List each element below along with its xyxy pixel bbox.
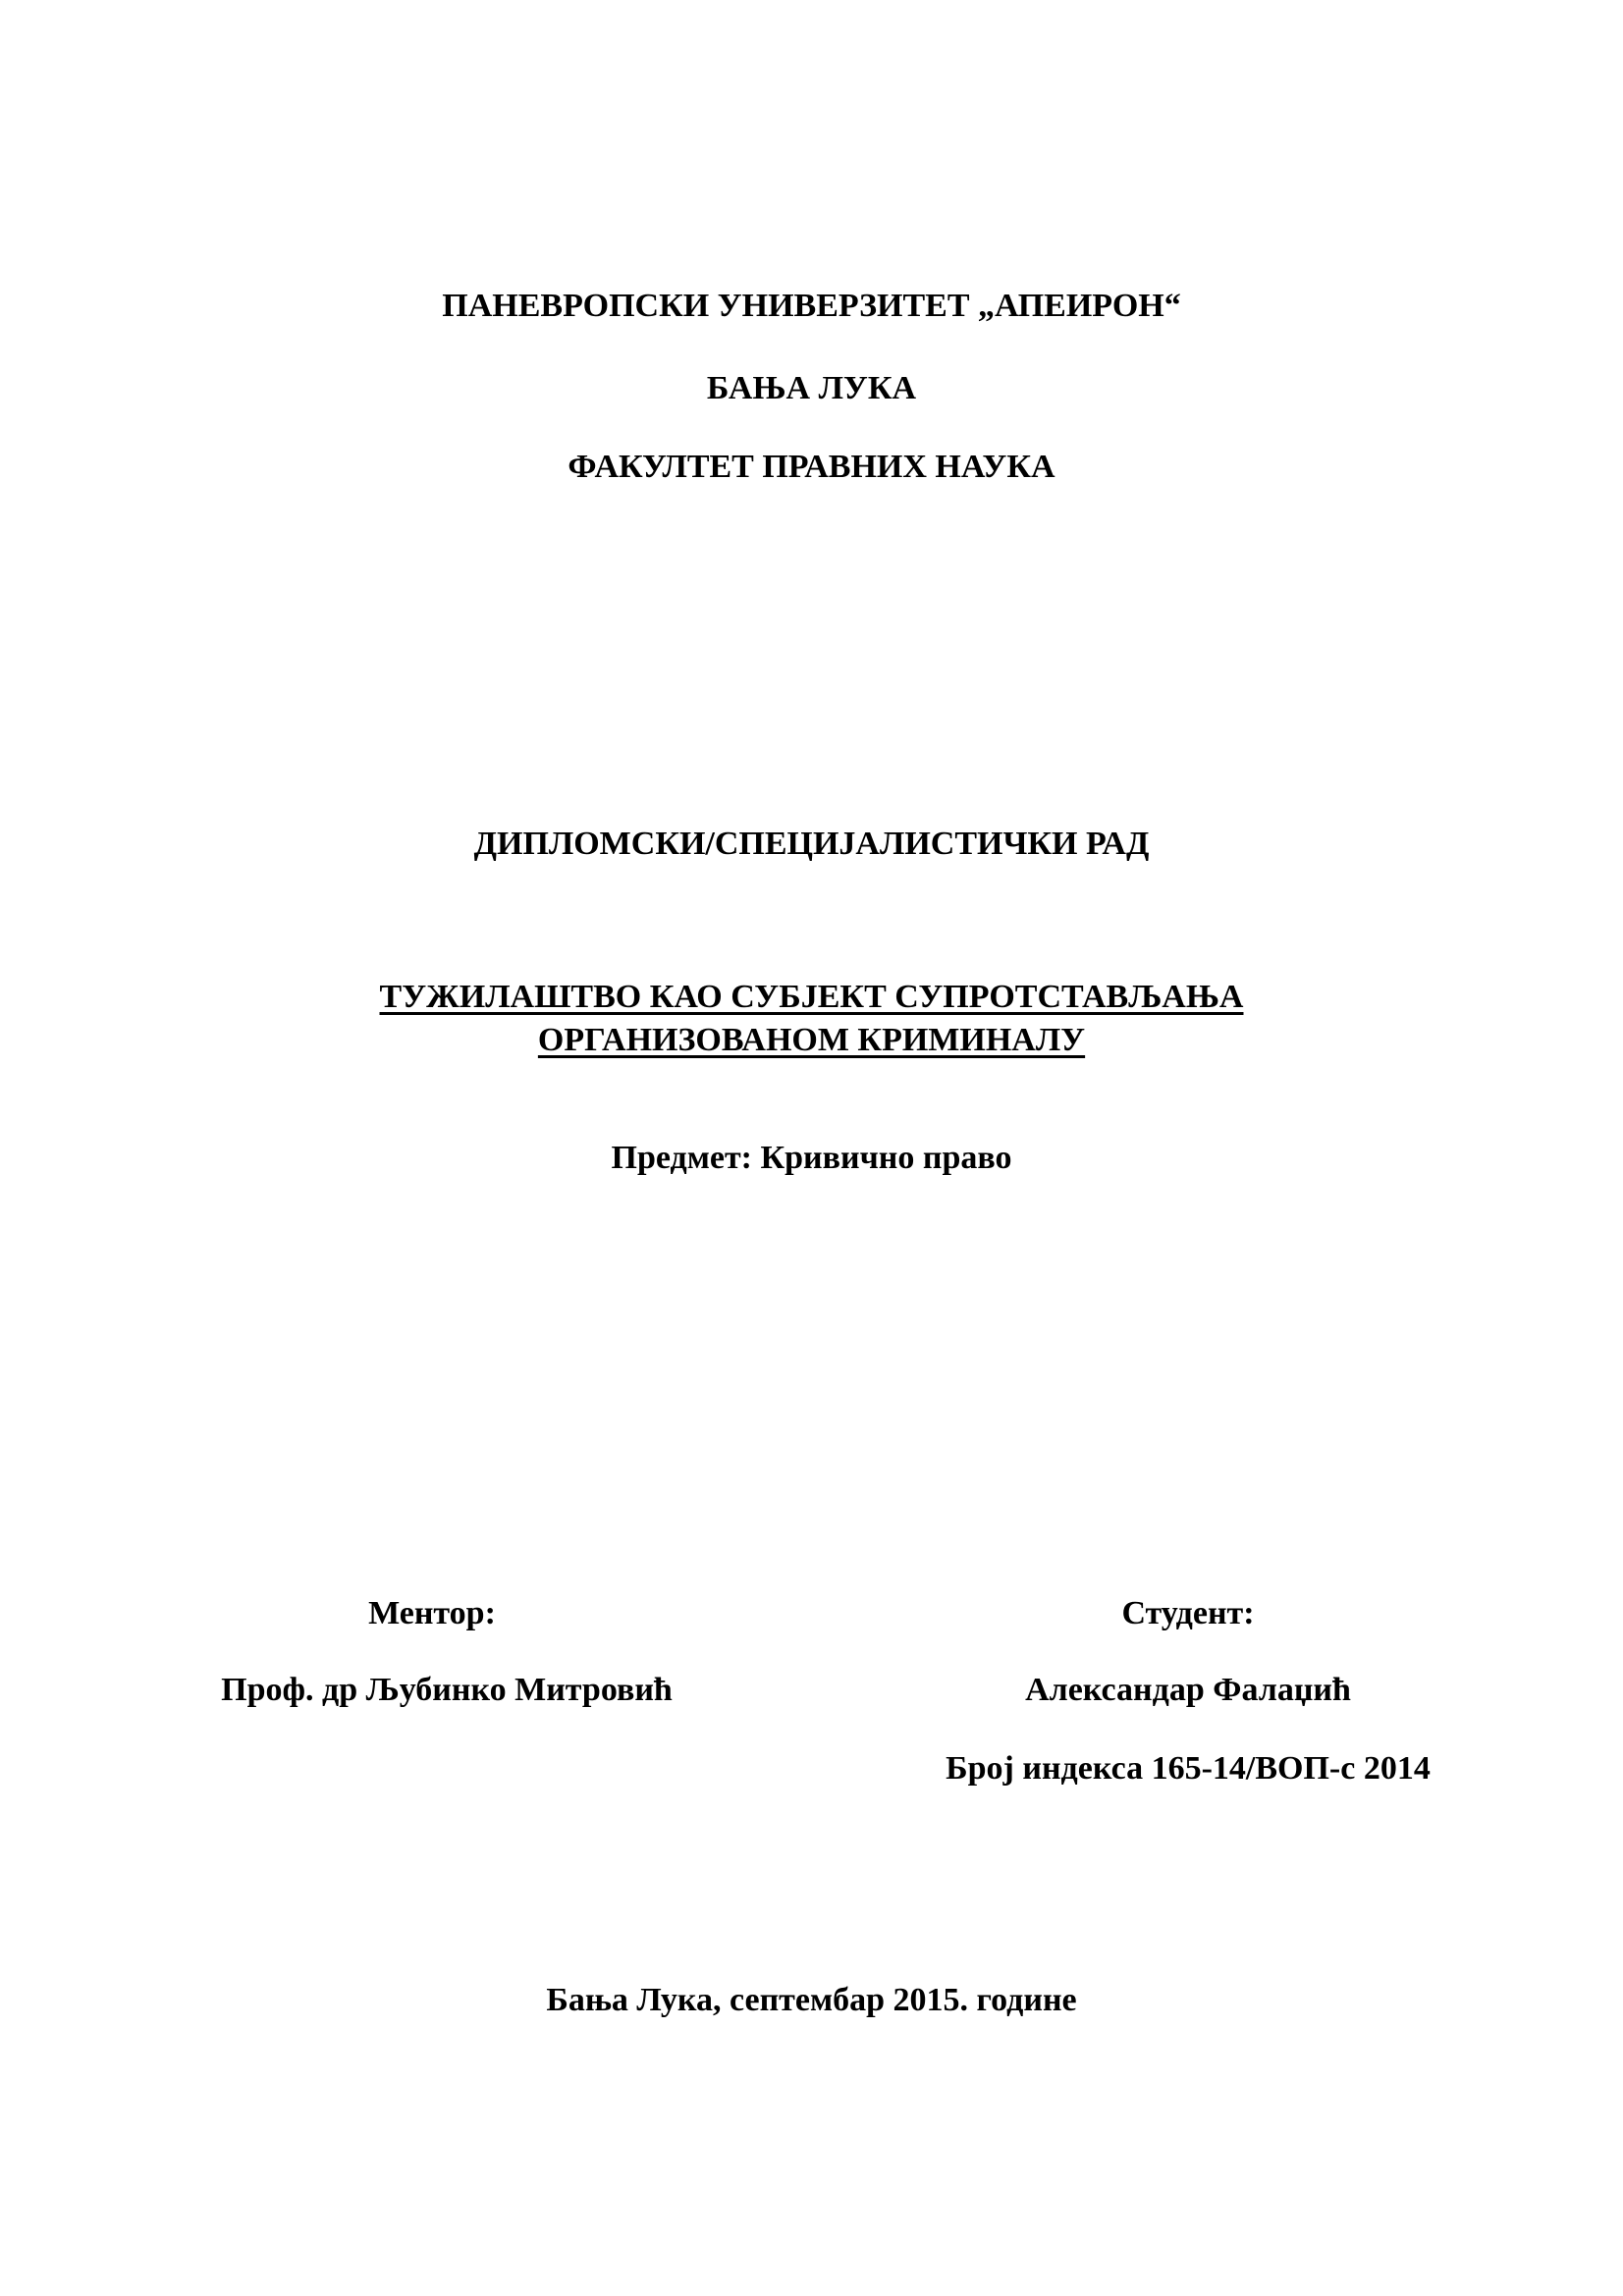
- mentor-label: Ментор:: [368, 1595, 496, 1631]
- student-label: Студент:: [1121, 1595, 1255, 1631]
- city-name: БАЊА ЛУКА: [706, 370, 917, 406]
- student-name: Александар Фалаџић: [1025, 1672, 1351, 1708]
- faculty-name: ФАКУЛТЕТ ПРАВНИХ НАУКА: [568, 449, 1055, 485]
- student-index: Број индекса 165-14/ВОП-с 2014: [946, 1750, 1431, 1787]
- mentor-name: Проф. др Љубинко Митровић: [221, 1672, 673, 1708]
- thesis-subject: Предмет: Кривично право: [611, 1140, 1012, 1176]
- thesis-type: ДИПЛОМСКИ/СПЕЦИЈАЛИСТИЧКИ РАД: [473, 826, 1150, 862]
- thesis-title-line-2: ОРГАНИЗОВАНОМ КРИМИНАЛУ: [537, 1022, 1086, 1058]
- place-and-date: Бања Лука, септембар 2015. године: [546, 1982, 1077, 2018]
- thesis-title-line-1: ТУЖИЛАШТВО КАО СУБЈЕКТ СУПРОТСТАВЉАЊА: [379, 979, 1244, 1015]
- university-name: ПАНЕВРОПСКИ УНИВЕРЗИТЕТ „АПЕИРОН“: [442, 288, 1181, 324]
